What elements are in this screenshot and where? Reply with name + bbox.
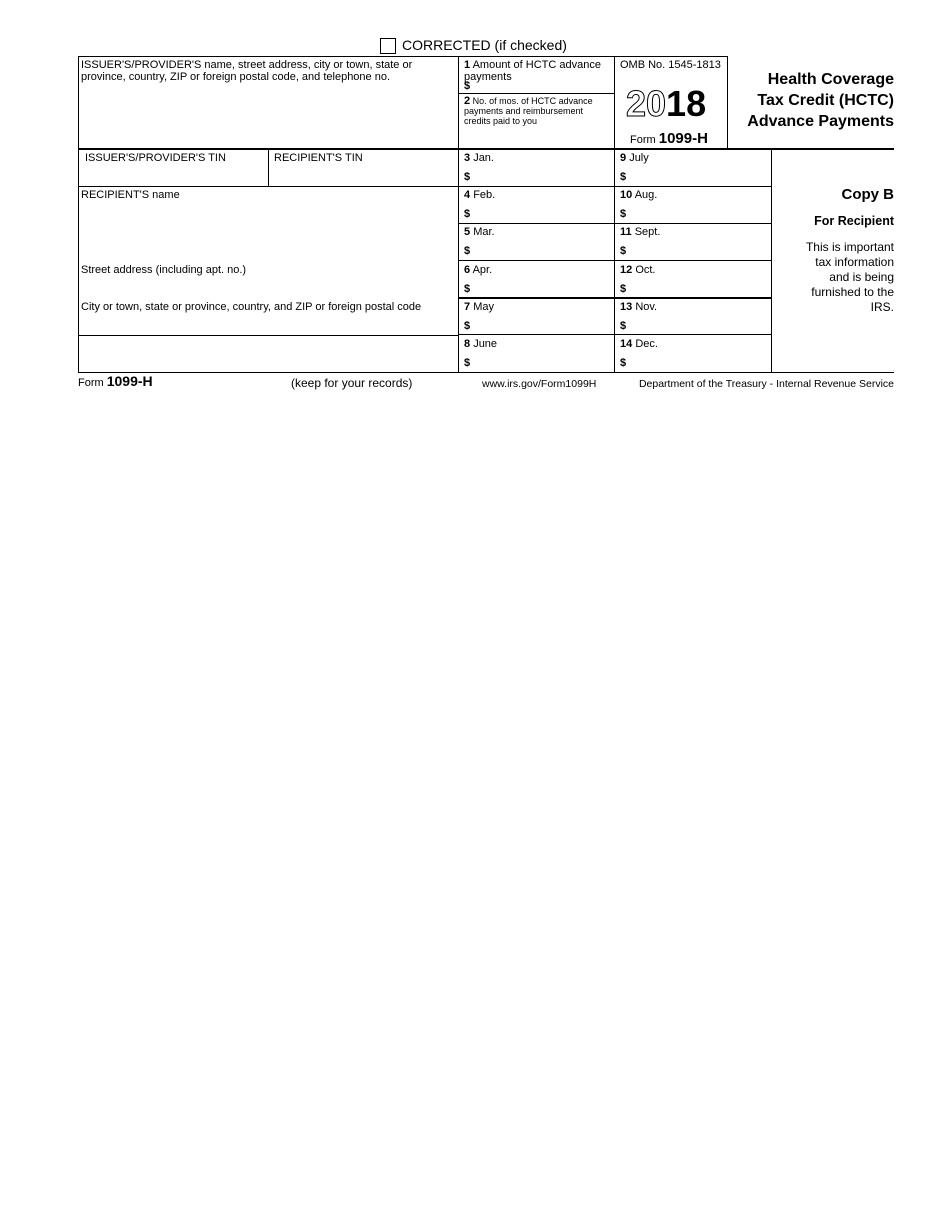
form-bottom-border	[78, 372, 894, 373]
box5-label: 5 Mar.	[464, 226, 495, 238]
box14-dollar: $	[620, 357, 627, 369]
copy-note: This is important tax information and is being furnished to the IRS.	[805, 240, 894, 314]
row-border-2	[458, 260, 772, 261]
box8-dollar: $	[464, 357, 471, 369]
footer-keep: (keep for your records)	[291, 376, 413, 390]
box4-feb-field[interactable]	[474, 208, 609, 220]
street-address-label: Street address (including apt. no.)	[81, 264, 247, 276]
box9-july-field[interactable]	[630, 171, 765, 183]
box10-dollar: $	[620, 208, 627, 220]
box13-label: 13 Nov.	[620, 301, 658, 313]
account-field[interactable]	[82, 342, 452, 368]
box12-oct-field[interactable]	[630, 283, 765, 295]
box12-label: 12 Oct.	[620, 264, 656, 276]
column-divider-1	[458, 56, 459, 373]
box1-dollar: $	[464, 80, 471, 92]
box8-label: 8 June	[464, 338, 498, 350]
lower-left-border	[78, 149, 79, 373]
omb-number: OMB No. 1545-1813	[620, 59, 721, 71]
tin-divider	[268, 149, 269, 187]
box5-dollar: $	[464, 245, 471, 257]
box11-label: 11 Sept.	[620, 226, 661, 238]
box6-apr-field[interactable]	[474, 283, 609, 295]
street-address-field[interactable]	[82, 280, 452, 296]
row-border-3	[458, 297, 772, 299]
box5-mar-field[interactable]	[474, 245, 609, 257]
recipient-name-label: RECIPIENT'S name	[81, 189, 180, 201]
copy-subtitle: For Recipient	[814, 214, 894, 228]
box7-dollar: $	[464, 320, 471, 332]
box13-nov-field[interactable]	[630, 320, 765, 332]
recipient-tin-field[interactable]	[274, 168, 452, 182]
box9-label: 9 July	[620, 152, 649, 164]
box11-dollar: $	[620, 245, 627, 257]
box11-sept-field[interactable]	[630, 245, 765, 257]
footer-dept: Department of the Treasury - Internal Revenue Service	[638, 378, 894, 390]
box2-label: 2 No. of mos. of HCTC advance payments and reimbursement credits paid to you	[464, 95, 593, 126]
box9-dollar: $	[620, 171, 627, 183]
issuer-tin-label: ISSUER'S/PROVIDER'S TIN	[85, 152, 226, 164]
box10-aug-field[interactable]	[630, 208, 765, 220]
box8-june-field[interactable]	[474, 357, 609, 369]
box14-label: 14 Dec.	[620, 338, 658, 350]
box7-label: 7 May	[464, 301, 494, 313]
city-field[interactable]	[82, 317, 452, 331]
corrected-label: CORRECTED (if checked)	[402, 37, 567, 53]
box3-label: 3 Jan.	[464, 152, 494, 164]
box1-label: 1 Amount of HCTC advance payments	[464, 59, 601, 83]
column-divider-2	[614, 56, 615, 373]
issuer-label: ISSUER'S/PROVIDER'S name, street address, city or town, state or province, country, ZIP or foreign postal code, and telephone no.	[81, 59, 413, 83]
box6-dollar: $	[464, 283, 471, 295]
tax-year: 2018	[626, 83, 707, 124]
tin-bottom-border	[78, 186, 772, 187]
column-divider-3	[727, 56, 728, 149]
box13-dollar: $	[620, 320, 627, 332]
month-grid-right-border	[771, 149, 772, 373]
form-title: Health Coverage Tax Credit (HCTC) Advance Payments	[747, 71, 894, 130]
row-border-1	[458, 223, 772, 224]
box10-label: 10 Aug.	[620, 189, 658, 201]
recipient-name-field[interactable]	[82, 205, 452, 261]
box12-dollar: $	[620, 283, 627, 295]
box4-dollar: $	[464, 208, 471, 220]
city-label: City or town, state or province, country, and ZIP or foreign postal code	[81, 301, 422, 313]
box1-amount-field[interactable]	[474, 80, 609, 92]
box14-dec-field[interactable]	[630, 357, 765, 369]
issuer-info-field[interactable]	[82, 92, 452, 142]
footer-form-name: Form 1099-H	[78, 373, 153, 389]
issuer-left-border	[78, 56, 79, 149]
issuer-tin-field[interactable]	[85, 168, 263, 182]
corrected-checkbox[interactable]	[380, 38, 396, 54]
city-bottom-border	[78, 335, 458, 336]
copy-title: Copy B	[841, 186, 894, 203]
box3-jan-field[interactable]	[474, 171, 609, 183]
box6-label: 6 Apr.	[464, 264, 493, 276]
row-border-4	[458, 334, 772, 335]
box4-label: 4 Feb.	[464, 189, 496, 201]
box1-bottom-border	[458, 93, 615, 94]
box3-dollar: $	[464, 171, 471, 183]
form-top-border	[78, 56, 728, 57]
footer-url[interactable]: www.irs.gov/Form1099H	[482, 378, 597, 390]
box7-may-field[interactable]	[474, 320, 609, 332]
recipient-tin-label: RECIPIENT'S TIN	[274, 152, 363, 164]
omb-form-name: Form 1099-H	[630, 130, 708, 147]
